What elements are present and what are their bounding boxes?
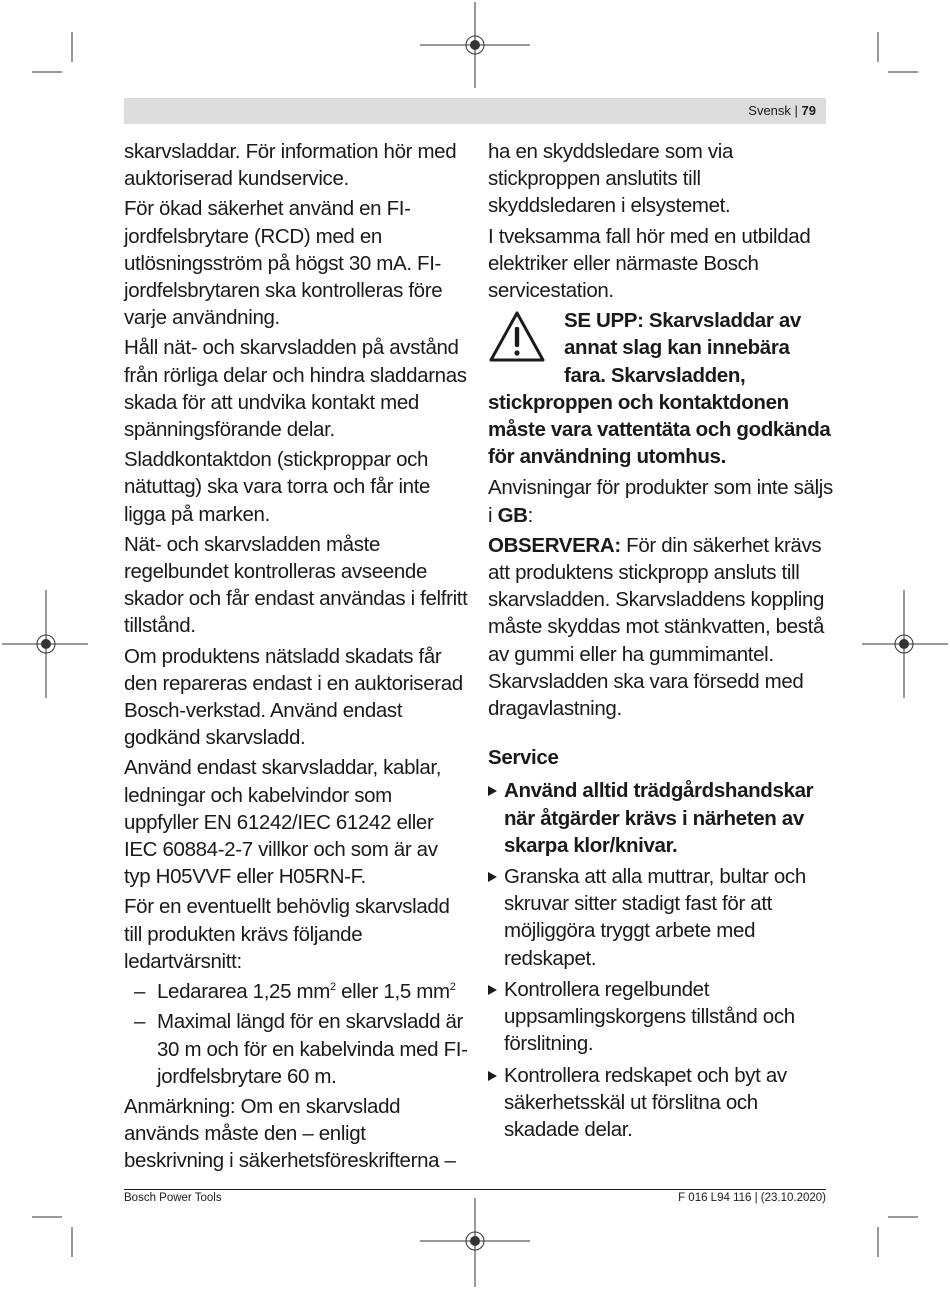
dash-list-item xyxy=(124,978,469,1005)
bullet-triangle-icon xyxy=(488,872,497,882)
paragraph-text: : xyxy=(527,503,533,527)
paragraph: För ökad säkerhet använd en FI-jordfelsbrytare (RCD) med en utlösningsström på högst 30 mA. FI-jordfelsbrytaren ska kontrolleras före varje användning. xyxy=(124,197,443,330)
dash-marker: – xyxy=(134,980,146,1004)
bullet-text: Granska att alla muttrar, bultar och skruvar sitter stadigt fast för att möjliggöra tryggt arbete med redskapet. xyxy=(504,865,806,970)
warning-text: stickproppen och kontaktdonen måste vara vattentäta och godkända för användning utomhus. xyxy=(488,390,831,469)
bullet-item xyxy=(488,863,833,972)
section-title: Service xyxy=(488,746,559,770)
dash-item-text: Ledararea 1,25 mm xyxy=(157,980,330,1004)
paragraph: För en eventuellt behövlig skarvsladd till produkten krävs följande ledartvärsnitt: xyxy=(124,895,450,973)
paragraph-text: Anvisningar för produkter som inte säljs i xyxy=(488,476,833,527)
paragraph: I tveksamma fall hör med en utbildad elektriker eller närmaste Bosch servicestation. xyxy=(488,224,811,303)
bullet-triangle-icon xyxy=(488,786,497,796)
paragraph: skarvsladdar. För information hör med auktoriserad kundservice. xyxy=(124,140,457,191)
bullet-text: Använd alltid trädgårdshandskar när åtgärder krävs i närheten av skarpa klor/knivar. xyxy=(504,779,814,857)
bullet-item xyxy=(488,976,833,1058)
paragraph: Använd endast skarvsladdar, kablar, ledningar och kabelvindor som uppfyller EN 61242/IEC 61242 eller IEC 60884-2-7 villkor och som är av typ H05VVF eller H05RN-F. xyxy=(124,756,442,889)
bullet-triangle-icon xyxy=(488,985,497,995)
registration-mark-icon xyxy=(420,1198,530,1287)
page-header xyxy=(124,98,826,124)
footer-brand: Bosch Power Tools xyxy=(124,1192,222,1204)
paragraph: Håll nät- och skarvsladden på avstånd från rörliga delar och hindra sladdarnas skada för att undvika kontakt med spänningsförande delar. xyxy=(124,336,467,442)
left-column xyxy=(124,138,469,1178)
paragraph: Sladdkontaktdon (stickproppar och nätuttag) ska vara torra och får inte ligga på marken. xyxy=(124,448,431,526)
dash-item-text: eller 1,5 mm xyxy=(335,980,450,1004)
paragraph xyxy=(488,474,833,528)
superscript: 2 xyxy=(449,981,456,994)
warning-triangle-icon xyxy=(488,310,546,364)
registration-mark-icon xyxy=(2,590,88,698)
dash-list-item xyxy=(124,1008,469,1090)
header-language: Svensk xyxy=(748,103,791,118)
bullet-triangle-icon xyxy=(488,1071,497,1081)
paragraph: Anmärkning: Om en skarvsladd används måste den – enligt beskrivning i säkerhetsföreskrifterna – xyxy=(124,1094,456,1173)
footer-divider xyxy=(124,1189,826,1190)
bullet-item xyxy=(488,777,833,859)
warning-block xyxy=(488,307,833,470)
registration-mark-icon xyxy=(862,590,948,698)
country-code: GB xyxy=(497,503,528,527)
dash-marker: – xyxy=(134,1010,146,1034)
paragraph: ha en skyddsledare som via stickproppen anslutits till skyddsledaren i elsystemet. xyxy=(488,140,734,218)
page-number: 79 xyxy=(801,103,816,118)
bullet-text: Kontrollera regelbundet uppsamlingskorgens tillstånd och förslitning. xyxy=(504,977,795,1056)
dash-item-text: Maximal längd för en skarvsladd är 30 m och för en kabelvinda med FI-jordfelsbrytare 60 m. xyxy=(157,1010,468,1088)
paragraph xyxy=(488,532,833,722)
footer-doc-id: F 016 L94 116 | (23.10.2020) xyxy=(678,1192,826,1204)
paragraph: Nät- och skarvsladden måste regelbundet kontrolleras avseende skador och får endast användas i felfritt tillstånd. xyxy=(124,532,468,638)
header-text xyxy=(748,103,816,118)
bullet-text: Kontrollera redskapet och byt av säkerhetsskäl ut förslitna och skadade delar. xyxy=(504,1063,787,1141)
paragraph: Om produktens nätsladd skadats får den repareras endast i en auktoriserad Bosch-verkstad. Använd endast godkänd skarvsladd. xyxy=(124,644,463,750)
observe-label: OBSERVERA: xyxy=(488,533,621,557)
registration-mark-icon xyxy=(420,2,530,88)
right-column xyxy=(488,138,833,1147)
bullet-item xyxy=(488,1062,833,1144)
superscript: 2 xyxy=(329,981,336,994)
paragraph-text: För din säkerhet krävs att produktens stickpropp ansluts till skarvsladden. Skarvsladdens koppling måste skyddas mot stänkvatten, bestå av gummi eller ha gummimantel. Skarvsladden ska vara försedd med dragavlastning. xyxy=(488,533,825,721)
warning-heading: SE UPP: Skarvsladdar av annat slag kan innebära fara. Skarvsladden, xyxy=(564,309,801,387)
header-separator: | xyxy=(790,103,802,118)
